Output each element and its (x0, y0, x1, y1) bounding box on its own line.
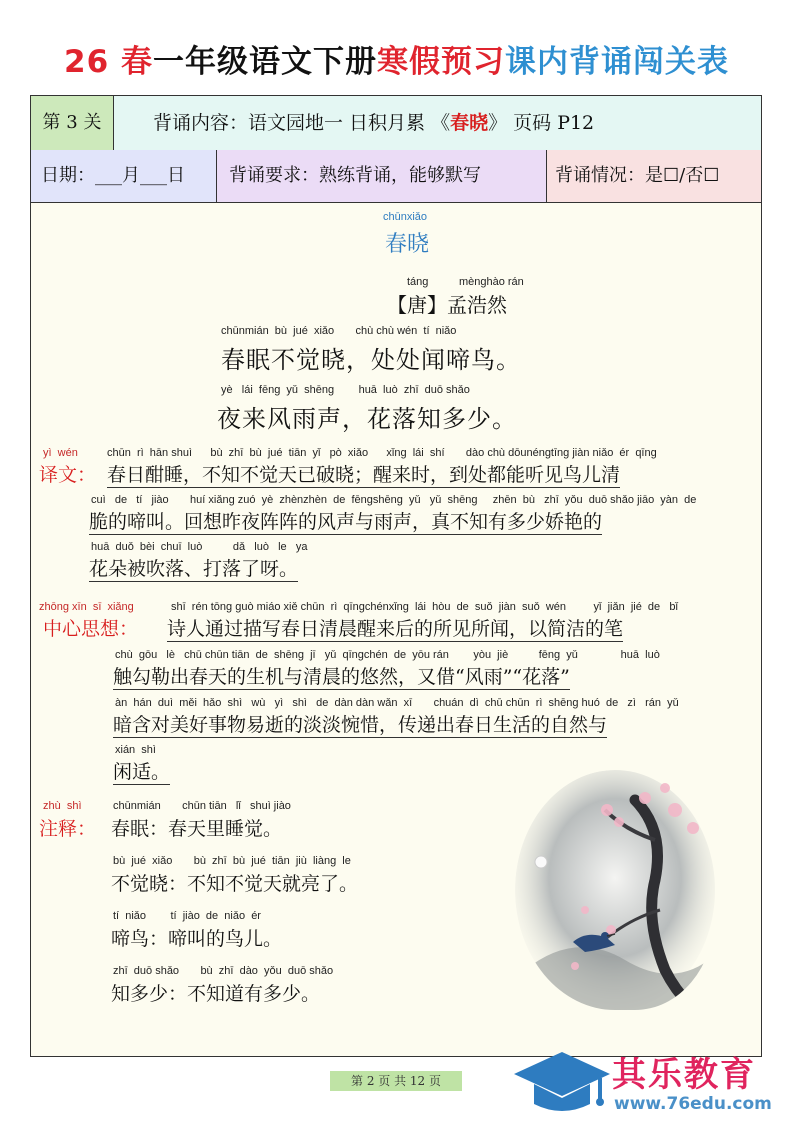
status-checkboxes[interactable]: 背诵情况：是☐/否☐ (547, 150, 761, 202)
graduation-cap-icon (512, 1048, 612, 1118)
translation-line1: 春日酣睡，不知不觉天已破晓；醒来时，到处都能听见鸟儿清 (107, 464, 621, 486)
notes-label-pinyin: zhù shì (43, 800, 82, 812)
central-idea-line4-pinyin: xián shì (115, 744, 156, 756)
translation-label-pinyin: yì wén (43, 447, 78, 459)
translation-line2: 脆的啼叫。回想昨夜阵阵的风声与雨声，真不知有多少娇艳的 (89, 511, 603, 533)
poem-line2-pinyin: yè lái fēng yǔ shēng huā luò zhī duō shǎo (221, 384, 470, 396)
translation-line3-pinyin: huā duǒ bèi chuī luò dǎ luò le ya (91, 541, 308, 553)
poem-line1-pinyin: chūnmián bù jué xiǎo chù chù wén tí niǎo (221, 325, 457, 337)
header-row-content (31, 96, 761, 151)
central-idea-line3-pinyin: àn hán duì měi hǎo shì wù yì shì de dàn dàn wǎn xī chuán dì chū chūn rì shēng huó de zì rán yǔ (115, 697, 679, 709)
notes-label: 注释： (39, 818, 97, 840)
note3: 啼鸟：啼叫的鸟儿。 (111, 928, 283, 950)
page-number: 第 2 页 共 12 页 (330, 1071, 462, 1091)
logo-url: www.76edu.com (614, 1094, 772, 1114)
note1: 春眠：春天里睡觉。 (111, 818, 283, 840)
header-row-info (31, 150, 761, 203)
poem-author: 【唐】孟浩然 (387, 293, 507, 317)
translation-line2-pinyin: cuì de tí jiào huí xiǎng zuó yè zhènzhèn de fēngshēng yǔ yǔ shēng zhēn bù zhī yǒu duō shǎo jiāo yàn de (91, 494, 697, 506)
central-idea-line2: 触勾勒出春天的生机与清晨的悠然，又借“风雨”“花落” (113, 666, 570, 688)
central-idea-line2-pinyin: chù gōu lè chū chūn tiān de shēng jī yǔ qīngchén de yōu rán yòu jiè fēng yǔ huā luò (115, 649, 660, 661)
title-part-recite: 课内背诵闯关表 (504, 44, 729, 80)
level-label: 第 3 关 (31, 96, 114, 150)
central-idea-line1: 诗人通过描写春日清晨醒来后的所见所闻，以简洁的笔 (167, 618, 624, 640)
poem-line1: 春眠不觉晓，处处闻啼鸟。 (221, 346, 521, 374)
central-idea-line3: 暗含对美好事物易逝的淡淡惋惜，传递出春日生活的自然与 (113, 714, 608, 736)
translation-line3: 花朵被吹落、打落了呀。 (89, 558, 299, 580)
content-prefix: 背诵内容：语文园地一 日积月累 《 (153, 112, 451, 134)
central-idea-line1-pinyin: shī rén tōng guò miáo xiě chūn rì qīngchénxǐng lái hòu de suǒ jiàn suǒ wén yǐ jiǎn jié de bǐ (171, 601, 678, 613)
title-part-26: 26 (64, 44, 121, 80)
plum-blossom-bird-illustration (515, 770, 715, 1010)
translation-label: 译文： (39, 464, 97, 486)
date-field[interactable]: 日期：___月___日 (31, 150, 217, 202)
central-idea-line4: 闲适。 (113, 761, 171, 783)
note3-pinyin: tí niǎo tí jiào de niǎo ér (113, 910, 261, 922)
note1-pinyin: chūnmián chūn tiān lǐ shuì jiào (113, 800, 291, 812)
page-title (0, 36, 793, 81)
title-part-grade: 一年级语文下册 (152, 44, 377, 80)
note4: 知多少：不知道有多少。 (111, 983, 321, 1005)
poem-line2: 夜来风雨声，花落知多少。 (217, 405, 517, 433)
poem-title: 春晓 (385, 232, 430, 257)
central-idea-label: 中心思想： (43, 618, 139, 640)
content-suffix: 》 页码 P12 (488, 112, 595, 134)
title-part-preview: 寒假预习 (376, 44, 505, 80)
note2-pinyin: bù jué xiǎo bù zhī bù jué tiān jiù liàng le (113, 855, 351, 867)
poem-title-pinyin: chūnxiǎo (383, 211, 428, 223)
logo-text: 其乐教育 (612, 1055, 756, 1095)
recite-content (153, 96, 594, 150)
note4-pinyin: zhī duō shǎo bù zhī dào yǒu duō shǎo (113, 965, 334, 977)
central-idea-label-pinyin: zhōng xīn sī xiǎng (39, 601, 134, 613)
requirement-text: 背诵要求：熟练背诵，能够默写 (217, 150, 547, 202)
content-poem-name: 春晓 (450, 112, 489, 134)
author-pinyin: táng mènghào rán (407, 276, 524, 288)
note2: 不觉晓：不知不觉天就亮了。 (111, 873, 359, 895)
title-part-spring: 春 (120, 44, 153, 80)
translation-line1-pinyin: chūn rì hān shuì bù zhī bù jué tiān yǐ pò xiǎo xǐng lái shí dào chù dōunéngtīng jiàn niǎo ér qīng (107, 447, 657, 459)
